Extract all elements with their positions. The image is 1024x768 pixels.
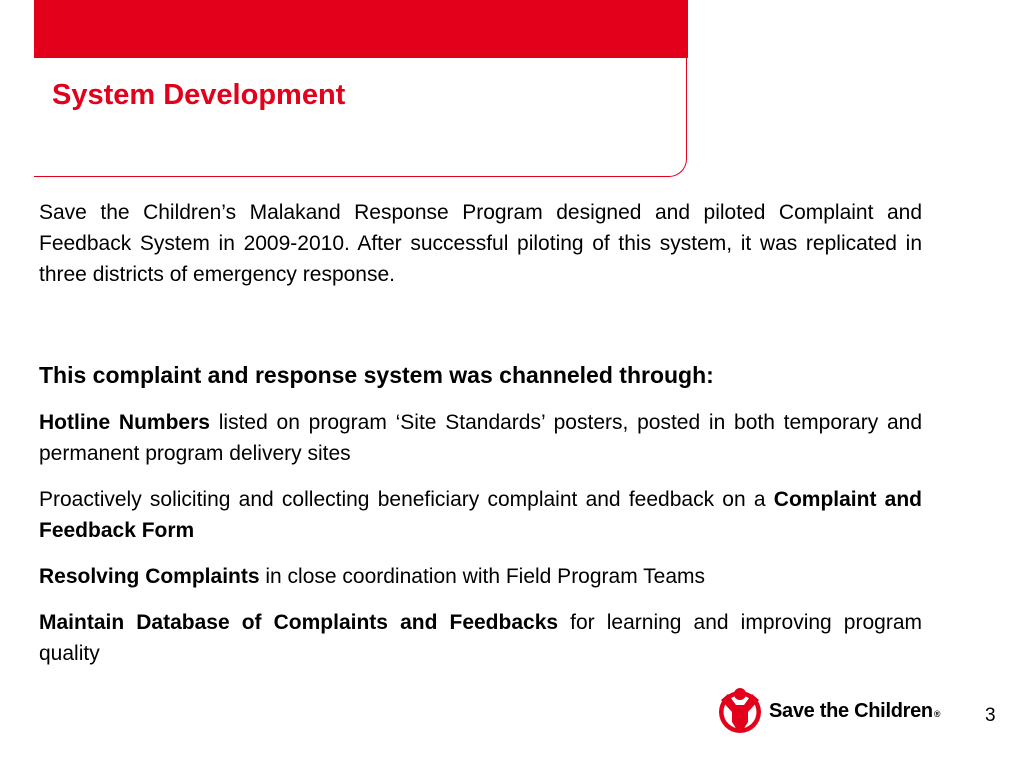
point-text: Proactively soliciting and collecting beneficiary complaint and feedback on a	[39, 488, 774, 511]
point-text: for learning and improving program quality	[39, 611, 923, 665]
point-hotline-numbers	[39, 407, 922, 469]
point-resolving-complaints	[39, 561, 922, 592]
point-text: listed on program ‘Site Standards’ posters, posted in both temporary and permanent program delivery sites	[39, 411, 923, 465]
save-the-children-figure-icon	[717, 685, 763, 737]
section-heading: This complaint and response system was channeled through:	[39, 362, 714, 388]
point-feedback-form	[39, 484, 922, 546]
point-bold: Hotline Numbers	[39, 411, 210, 434]
point-bold: Resolving Complaints	[39, 565, 260, 588]
point-bold: Complaint and Feedback Form	[39, 488, 922, 542]
logo-name: Save the Children	[769, 699, 933, 722]
page-number: 3	[985, 705, 996, 726]
page-title: System Development	[52, 79, 346, 111]
logo-reg-mark: ®	[933, 708, 941, 719]
logo-text	[769, 700, 940, 723]
point-maintain-database	[39, 607, 922, 669]
header-red-bar	[34, 0, 688, 58]
save-the-children-logo	[717, 685, 940, 737]
title-frame	[34, 58, 687, 177]
point-bold: Maintain Database of Complaints and Feedbacks	[39, 611, 559, 634]
intro-paragraph: Save the Children’s Malakand Response Program designed and piloted Complaint and Feedback System in 2009-2010. After successful piloting of this system, it was replicated in three districts of emergency response.	[39, 201, 922, 286]
point-text: in close coordination with Field Program Teams	[259, 565, 706, 588]
